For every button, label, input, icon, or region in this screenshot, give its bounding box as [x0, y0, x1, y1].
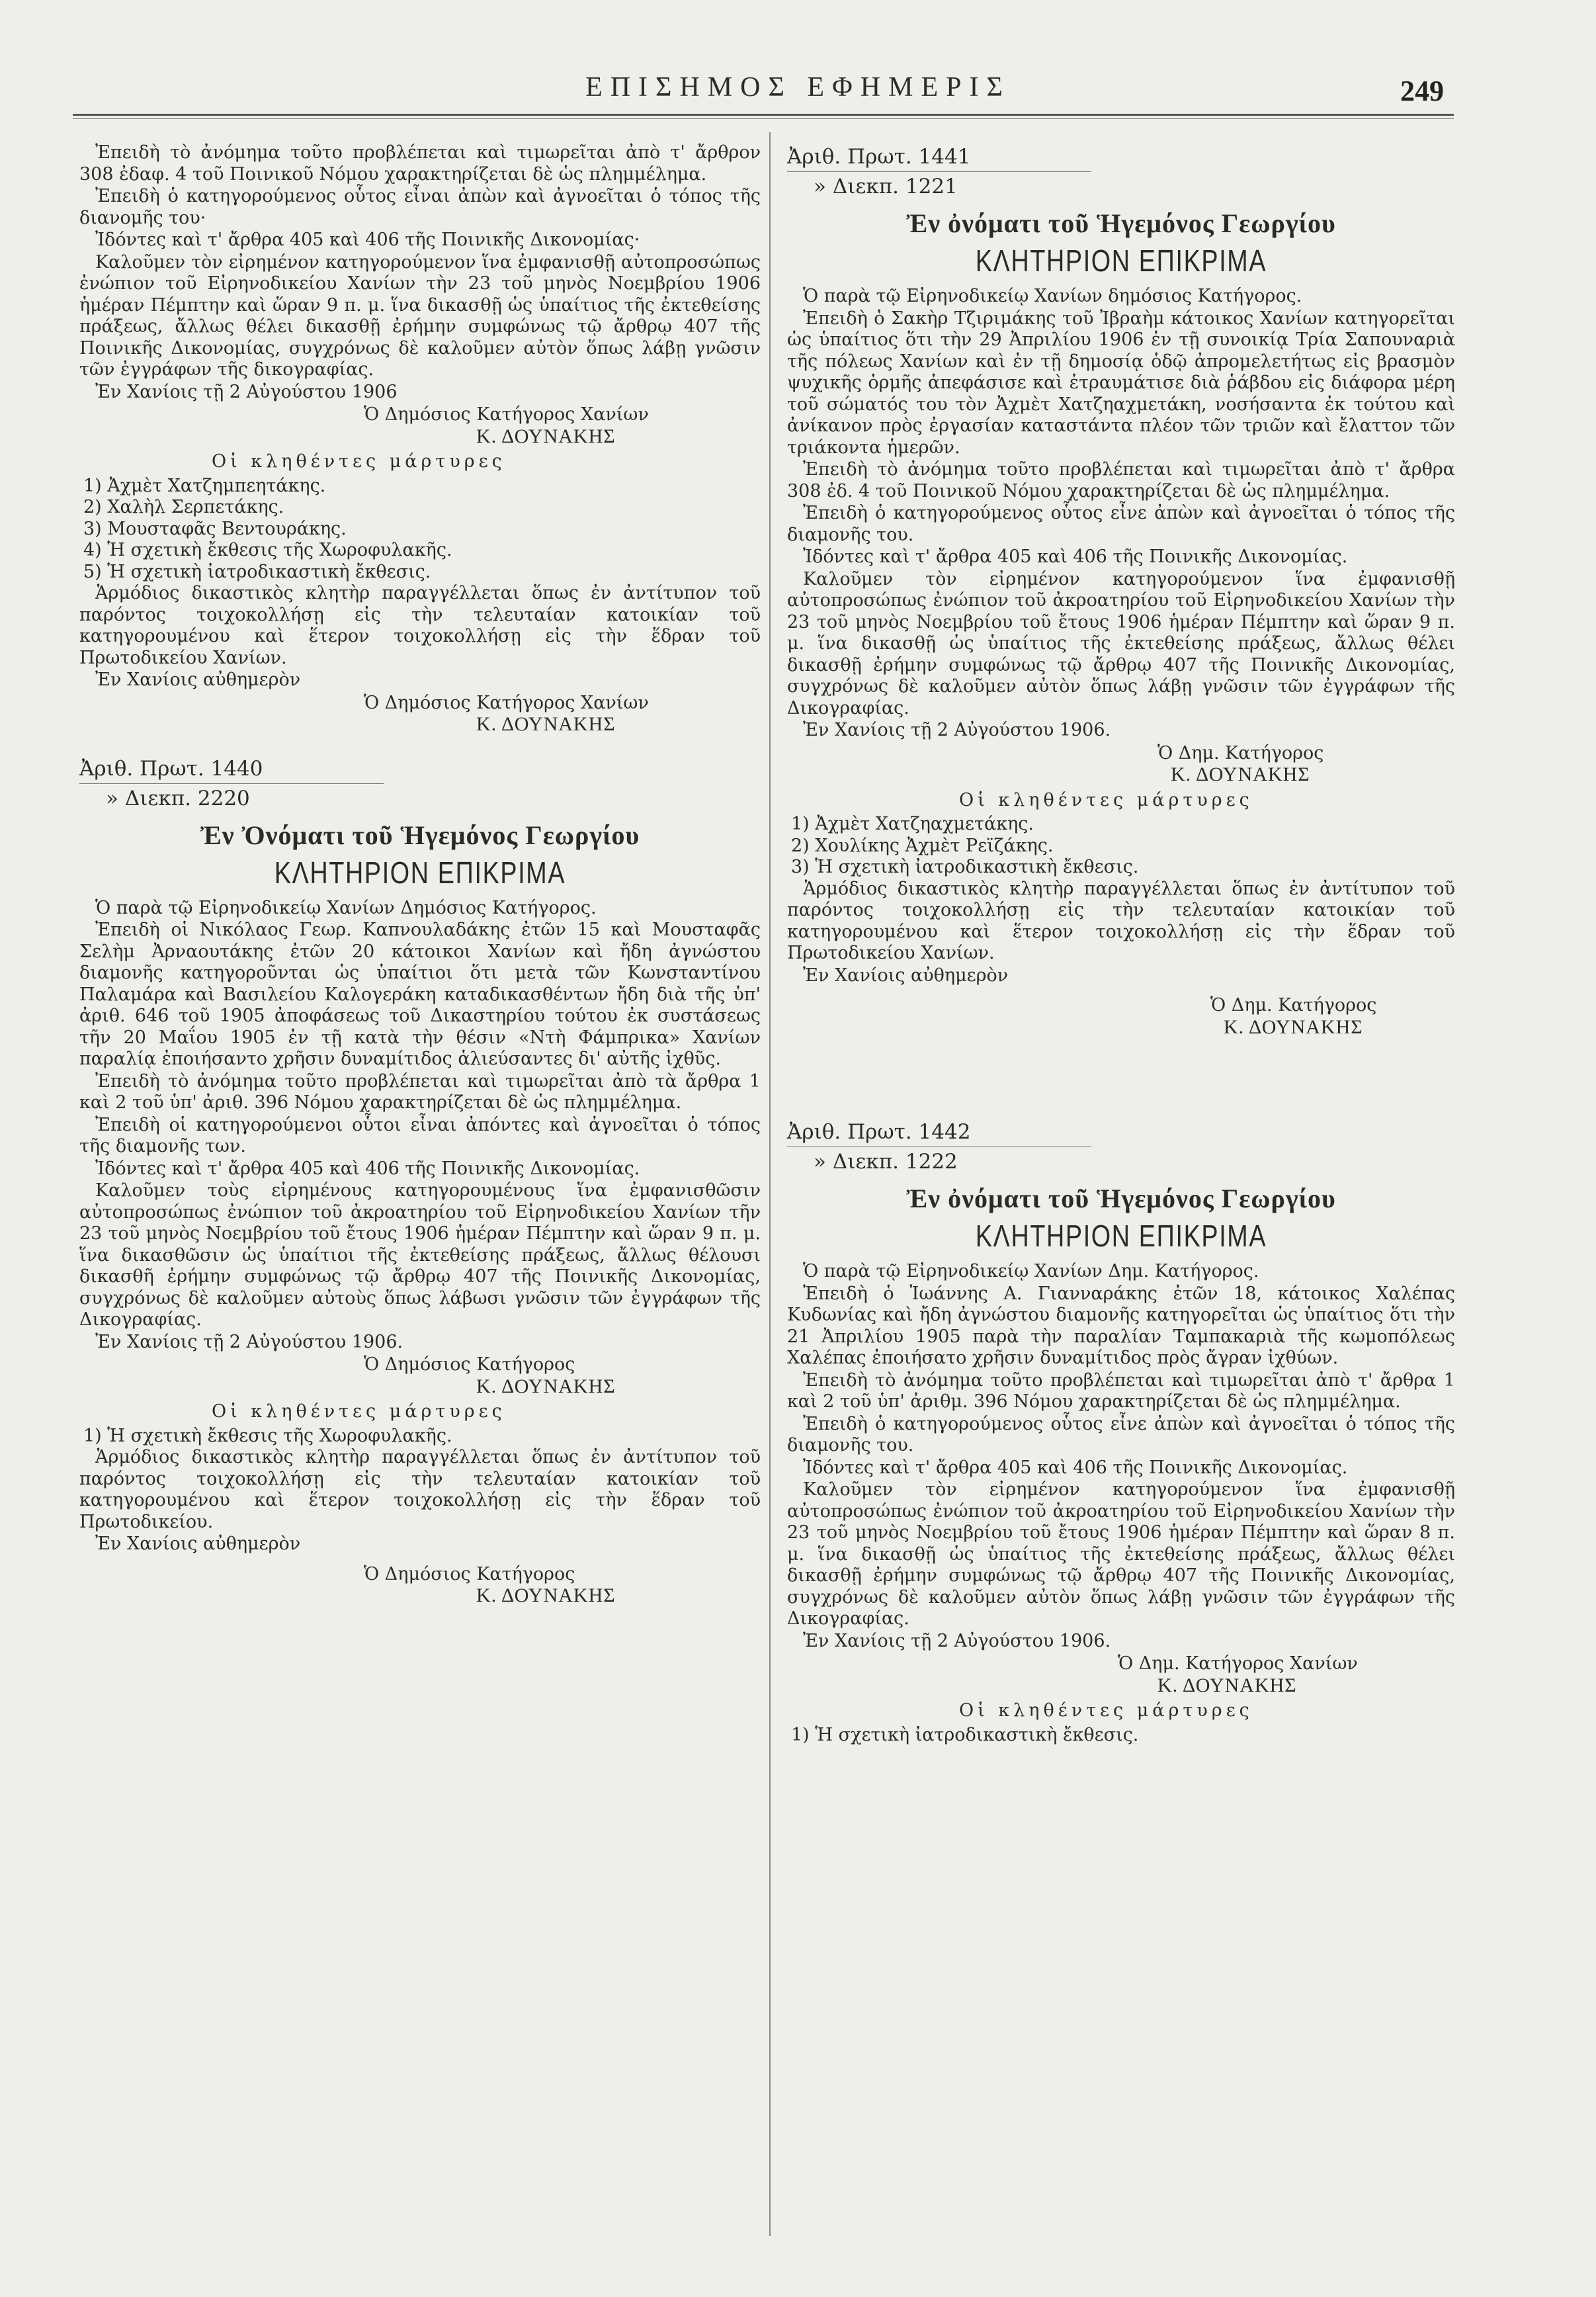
signatory-name: Κ. ΔΟΥΝΑΚΗΣ: [1157, 1674, 1297, 1696]
paragraph: Καλοῦμεν τὸν εἰρημένον κατηγορούμενον ἵνα ἐμφανισθῇ αὐτοπροσώπως ἐνώπιον τοῦ ἀκροατηρίου τοῦ Εἰρηνοδικείου Χανίων τὴν 23 τοῦ μηνὸς Νοεμβρίου τοῦ ἔτους 1906 ἡμέραν Πέμπτην καὶ ὥραν 8 π. μ. ἵνα δικασθῇ ὡς ὑπαίτιος τῆς ἐκτεθείσης πράξεως, ἄλλως θέλει δικασθῇ ἐρήμην συμφώνως τῷ ἄρθρῳ 407 τῆς Ποινικῆς Δικονομίας, συγχρόνως δὲ καλοῦμεν αὐτὸν ὅπως λάβῃ γνῶσιν τῶν ἐγγράφων τῆς Δικογραφίας.: [787, 1479, 1455, 1629]
paragraph: Ἐπειδὴ ὁ κατηγορούμενος οὗτος εἶνε ἀπὼν καὶ ἀγνοεῖται ὁ τόπος τῆς διαμονῆς του.: [787, 1413, 1455, 1455]
paragraph: Ἐπειδὴ τὸ ἀνόμημα τοῦτο προβλέπεται καὶ τιμωρεῖται ἀπὸ τὰ ἄρθρα 1 καὶ 2 τοῦ ὑπ' ἀριθ. 396 Νόμου χαρακτηρίζεται δὲ ὡς πλημμέλημα.: [79, 1070, 761, 1113]
left-column: [79, 142, 761, 1607]
paragraph: Ἐπειδὴ ὁ Σακὴρ Τζιριμάκης τοῦ Ἰβραὴμ κάτοικος Χανίων κατηγορεῖται ὡς ὑπαίτιος ὅτι τὴν 29 Ἀπριλίου 1906 ἐν τῇ συνοικίᾳ Τρία Σαπουναριὰ τῆς πόλεως Χανίων καὶ ἐν τῇ δημοσίᾳ ὁδῷ ἀπρομελετήτως εἰς βρασμὸν ψυχικῆς ὁρμῆς ἀπεφάσισε καὶ ἐτραυμάτισε διὰ ῥάβδου εἰς διάφορα μέρη τοῦ σώματός του τὸν Ἀχμὲτ Χατζηαχμετάκη, νοσήσαντα ἐκ τούτου καὶ ἀνίκανον πρὸς ἐργασίαν καταστάντα πλέον τῶν τριῶν καὶ ἔλαττον τῶν τριάκοντα ἡμερῶν.: [787, 308, 1455, 458]
witnesses-heading: Οἱ κληθέντες μάρτυρες: [212, 1401, 506, 1422]
date-line: Ἐν Χανίοις τῇ 2 Αὐγούστου 1906.: [95, 1331, 403, 1352]
dispatch-number: » Διεκπ. 1222: [814, 1150, 958, 1174]
paragraph: Ἰδόντες καὶ τ' ἄρθρα 405 καὶ 406 τῆς Ποινικῆς Δικονομίας.: [803, 546, 1348, 567]
decree-subheading: ΚΛΗΤΗΡΙΟΝ ΕΠΙΚΡΙΜΑ: [274, 855, 566, 890]
dispatch-number: » Διεκπ. 1221: [814, 175, 958, 198]
date-line: Ἐν Χανίοις τῇ 2 Αὐγούστου 1906.: [803, 1630, 1111, 1651]
reference-block: [787, 142, 1455, 201]
decree-heading: Ἐν ὀνόματι τοῦ Ἡγεμόνος Γεωργίου: [906, 208, 1336, 238]
paragraph: Ὁ παρὰ τῷ Εἰρηνοδικείῳ Χανίων Δημ. Κατήγορος.: [803, 1261, 1259, 1281]
witness-item: 1) Ἡ σχετικὴ ἔκθεσις τῆς Χωροφυλακῆς.: [83, 1425, 452, 1446]
gazette-title: ΕΠΙΣΗΜΟΣ ΕΦΗΜΕΡΙΣ: [585, 72, 1011, 103]
signatory-office: Ὁ Δημόσιος Κατήγορος: [364, 1354, 575, 1375]
paragraph: Ἐπειδὴ ὁ κατηγορούμενος οὗτος εἶνε ἀπὼν καὶ ἀγνοεῖται ὁ τόπος τῆς διαμονῆς του.: [787, 503, 1455, 545]
signatory-office: Ὁ Δημ. Κατήγορος Χανίων: [1118, 1653, 1358, 1674]
signatory-name: Κ. ΔΟΥΝΑΚΗΣ: [476, 1375, 616, 1397]
witness-item: 1) Ἡ σχετικὴ ἰατροδικαστικὴ ἔκθεσις.: [791, 1724, 1139, 1745]
witness-item: 2) Χαλὴλ Σερπετάκης.: [83, 497, 284, 517]
date-line: Ἐν Χανίοις αὐθημερὸν: [95, 670, 301, 690]
protocol-number: Ἀριθ. Πρωτ. 1440: [79, 756, 263, 781]
paragraph: Ἐπειδὴ ὁ κατηγορούμενος οὗτος εἶναι ἀπὼν καὶ ἀγνοεῖται ὁ τόπος τῆς διανομῆς του·: [79, 186, 761, 228]
paragraph: Ὁ παρὰ τῷ Εἰρηνοδικείῳ Χανίων Δημόσιος Κατήγορος.: [95, 897, 597, 918]
paragraph: Καλοῦμεν τὸν εἰρημένον κατηγορούμενον ἵνα ἐμφανισθῇ αὐτοπροσώπως ἐνώπιον τοῦ Εἰρηνοδικείου Χανίων τὴν 23 τοῦ μηνὸς Νοεμβρίου 1906 ἡμέραν Πέμπτην καὶ ὥραν 9 π. μ. ἵνα δικασθῇ ὡς ὑπαίτιος τῆς ἐκτεθείσης πράξεως, ἄλλως θέλει δικασθῇ ἐρήμην συμφώνως τῷ ἄρθρῳ 407 τῆς Ποινικῆς Δικονομίας, συγχρόνως δὲ καλοῦμεν αὐτὸν ὅπως λάβῃ γνῶσιν τῶν ἐγγράφων τῆς δικογραφίας.: [79, 251, 761, 380]
witness-item: 3) Ἡ σχετικὴ ἰατροδικαστικὴ ἔκθεσις.: [791, 857, 1139, 877]
decree-heading: Ἐν ὀνόματι τοῦ Ἡγεμόνος Γεωργίου: [906, 1184, 1336, 1213]
paragraph: Ἐπειδὴ οἱ κατηγορούμενοι οὗτοι εἶναι ἀπόντες καὶ ἀγνοεῖται ὁ τόπος τῆς διαμονῆς των.: [79, 1114, 761, 1156]
signatory-office: Ὁ Δημόσιος Κατήγορος Χανίων: [364, 692, 649, 713]
witness-item: 5) Ἡ σχετικὴ ἰατροδικαστικὴ ἔκθεσις.: [83, 561, 431, 582]
signatory-name: Κ. ΔΟΥΝΑΚΗΣ: [1224, 1016, 1363, 1038]
posting-instruction: Ἁρμόδιος δικαστικὸς κλητὴρ παραγγέλλεται ὅπως ἐν ἀντίτυπον τοῦ παρόντος τοιχοκολλήσῃ εἰς τὴν τελευταίαν κατοικίαν τοῦ κατηγορουμένου καὶ ἕτερον τοιχοκολλήσῃ εἰς τὴν ἕδραν τοῦ Πρωτοδικείου.: [79, 1447, 761, 1532]
page-number: 249: [1400, 75, 1444, 107]
paragraph: Ἐπειδὴ τὸ ἀνόμημα τοῦτο προβλέπεται καὶ τιμωρεῖται ἀπὸ τ' ἄρθρα 308 ἐδ. 4 τοῦ Ποινικοῦ Νόμου χαρακτηρίζεται δὲ ὡς πλημμέλημα.: [787, 459, 1455, 501]
decree-heading: Ἐν Ὀνόματι τοῦ Ἡγεμόνος Γεωργίου: [200, 820, 640, 850]
paragraph: Ἐπειδὴ ὁ Ἰωάννης Α. Γιανναράκης ἐτῶν 18, κάτοικος Χαλέπας Κυδωνίας καὶ ἤδη ἀγνώστου διαμονῆς κατηγορεῖται ὡς ὑπαίτιος ὅτι τὴν 21 Ἀπριλίου 1905 παρὰ τὴν παραλίαν Ταμπακαριὰ τῆς κωμοπόλεως Χαλέπας ἐποιήσατο χρῆσιν δυναμίτιδος πρὸς ἄγραν ἰχθύων.: [787, 1283, 1455, 1368]
paragraph: Ἐπειδὴ οἱ Νικόλαος Γεωρ. Καπνουλαδάκης ἐτῶν 15 καὶ Μουσταφᾶς Σελὴμ Ἀρναουτάκης ἐτῶν 20 κάτοικοι Χανίων καὶ ἤδη ἀγνώστου διαμονῆς κατηγοροῦνται ὡς ὑπαίτιοι ὅτι μετὰ τῶν Κωνσταντίνου Παλαμάρα καὶ Βασιλείου Καλογεράκη καταδικασθέντων ἤδη διὰ τῆς ὑπ' ἀριθ. 646 τοῦ 1905 ἀποφάσεως τοῦ Δικαστηρίου τούτου ἐκ συστάσεως τῆν 20 Μαΐου 1905 ἐν τῇ κατὰ τὴν θέσιν «Ντὴ Φάμπρικα» Χανίων παραλίᾳ ἐποιήσαντο χρῆσιν δυναμίτιδος ἁλιεύσαντες δι' αὐτῆς ἰχθῦς.: [79, 920, 761, 1069]
dispatch-number: » Διεκπ. 2220: [106, 786, 250, 810]
signatory-name: Κ. ΔΟΥΝΑΚΗΣ: [476, 1584, 616, 1606]
witness-item: 2) Χουλίκης Ἀχμὲτ Ρεϊζάκης.: [791, 835, 1054, 856]
protocol-number: Ἀριθ. Πρωτ. 1441: [787, 145, 971, 169]
column-divider: [769, 132, 771, 2236]
date-line: Ἐν Χανίοις τῇ 2 Αὐγούστου 1906.: [803, 720, 1111, 740]
witnesses-heading: Οἱ κληθέντες μάρτυρες: [959, 789, 1253, 810]
signatory-office: Ὁ Δημ. Κατήγορος: [1210, 995, 1377, 1016]
witness-item: 3) Μουσταφᾶς Βεντουράκης.: [83, 518, 347, 539]
witnesses-heading: Οἱ κληθέντες μάρτυρες: [959, 1700, 1253, 1721]
posting-instruction: Ἁρμόδιος δικαστικὸς κλητὴρ παραγγέλλεται ὅπως ἐν ἀντίτυπον τοῦ παρόντος τοιχοκολλήσῃ εἰς τὴν τελευταίαν κατοικίαν τοῦ κατηγορουμένου καὶ ἕτερον τοιχοκολλήσῃ εἰς τὴν ἕδραν τοῦ Πρωτοδικείου Χανίων.: [787, 878, 1455, 963]
decree-subheading: ΚΛΗΤΗΡΙΟΝ ΕΠΙΚΡΙΜΑ: [975, 243, 1267, 278]
paragraph: Καλοῦμεν τὸν εἰρημένον κατηγορούμενον ἵνα ἐμφανισθῇ αὐτοπροσώπως ἐνώπιον τοῦ ἀκροατηρίου τοῦ Εἰρηνοδικείου Χανίων τὴν 23 τοῦ μηνὸς Νοεμβρίου τοῦ ἔτους 1906 ἡμέραν Πέμπτην καὶ ὥραν 9 π. μ. ἵνα δικασθῇ ὡς ὑπαίτιος τῆς ἐκτεθείσης πράξεως, ἄλλως θέλει δικασθῇ ἐρήμην συμφώνως τῷ ἄρθρῳ 407 τῆς Ποινικῆς Δικονομίας, συγχρόνως δὲ καλοῦμεν αὐτὸν ὅπως λάβῃ γνῶσιν τῶν ἐγγράφων τῆς Δικογραφίας.: [787, 568, 1455, 718]
signatory-office: Ὁ Δημόσιος Κατήγορος Χανίων: [364, 404, 649, 425]
reference-block: [787, 1117, 1455, 1176]
posting-instruction: Ἁρμόδιος δικαστικὸς κλητὴρ παραγγέλλεται ὅπως ἐν ἀντίτυπον τοῦ παρόντος τοιχοκολλήσῃ εἰς τὴν τελευταίαν κατοικίαν τοῦ κατηγορουμένου καὶ ἕτερον τοιχοκολλήσῃ εἰς τὴν ἕδραν τοῦ Πρωτοδικείου Χανίων.: [79, 583, 761, 668]
date-line: Ἐν Χανίοις αὐθημερὸν: [803, 965, 1009, 986]
witness-item: 4) Ἡ σχετικὴ ἔκθεσις τῆς Χωροφυλακῆς.: [83, 540, 452, 560]
witness-item: 1) Ἀχμὲτ Χατζηαχμετάκης.: [791, 814, 1034, 834]
paragraph: Ἰδόντες καὶ τ' ἄρθρα 405 καὶ 406 τῆς Ποινικῆς Δικονομίας.: [803, 1457, 1348, 1478]
witnesses-heading: Οἱ κληθέντες μάρτυρες: [212, 451, 506, 472]
paragraph: Ἰδόντες καὶ τ' ἄρθρα 405 καὶ 406 τῆς Ποινικῆς Δικονομίας·: [95, 230, 640, 250]
right-column: [787, 142, 1455, 1746]
signatory-name: Κ. ΔΟΥΝΑΚΗΣ: [476, 425, 616, 447]
paragraph: Ἰδόντες καὶ τ' ἄρθρα 405 καὶ 406 τῆς Ποινικῆς Δικονομίας.: [95, 1158, 640, 1179]
protocol-number: Ἀριθ. Πρωτ. 1442: [787, 1120, 971, 1144]
paragraph: Ὁ παρὰ τῷ Εἰρηνοδικείῳ Χανίων δημόσιος Κατήγορος.: [803, 286, 1302, 306]
paragraph: Ἐπειδὴ τὸ ἀνόμημα τοῦτο προβλέπεται καὶ τιμωρεῖται ἀπὸ τ' ἄρθρα 1 καὶ 2 τοῦ ὑπ' ἀριθμ. 396 Νόμου χαρακτηρίζεται δὲ ὡς πλημμέλημα.: [787, 1369, 1455, 1412]
paragraph: Ἐπειδὴ τὸ ἀνόμημα τοῦτο προβλέπεται καὶ τιμωρεῖται ἀπὸ τ' ἄρθρον 308 ἐδαφ. 4 τοῦ Ποινικοῦ Νόμου χαρακτηρίζεται δὲ ὡς πλημμέλημα.: [79, 142, 761, 185]
decree-subheading: ΚΛΗΤΗΡΙΟΝ ΕΠΙΚΡΙΜΑ: [975, 1219, 1267, 1253]
witness-item: 1) Ἀχμὲτ Χατζημπεητάκης.: [83, 475, 326, 496]
signatory-name: Κ. ΔΟΥΝΑΚΗΣ: [1171, 763, 1310, 785]
date-line: Ἐν Χανίοις τῇ 2 Αὐγούστου 1906: [95, 381, 398, 402]
signatory-name: Κ. ΔΟΥΝΑΚΗΣ: [476, 713, 616, 735]
signatory-office: Ὁ Δημ. Κατήγορος: [1157, 742, 1324, 763]
paragraph: Καλοῦμεν τοὺς εἰρημένους κατηγορουμένους ἵνα ἐμφανισθῶσιν αὐτοπροσώπως ἐνώπιον τοῦ ἀκροατηρίου τοῦ Εἰρηνοδικείου Χανίων τῆν 23 τοῦ μηνὸς Νοεμβρίου τοῦ ἔτους 1906 ἡμέραν Πέμπτην καὶ ὥραν 9 π. μ. ἵνα δικασθῶσιν ὡς ὑπαίτιοι τῆς ἐκτεθείσης πράξεως, ἄλλως θέλουσι δικασθῆ ἐρήμην συμφώνως τῷ ἄρθρῳ 407 τῆς Ποινικῆς Δικονομίας, συγχρόνως δὲ καλοῦμεν αὐτοὺς ὅπως λάβωσι γνῶσιν τῶν ἐγγράφων τῆς Δικογραφίας.: [79, 1180, 761, 1330]
signatory-office: Ὁ Δημόσιος Κατήγορος: [364, 1563, 575, 1584]
date-line: Ἐν Χανίοις αὐθημερὸν: [95, 1534, 301, 1554]
reference-block: [79, 754, 761, 813]
header-rule: [73, 114, 1454, 119]
